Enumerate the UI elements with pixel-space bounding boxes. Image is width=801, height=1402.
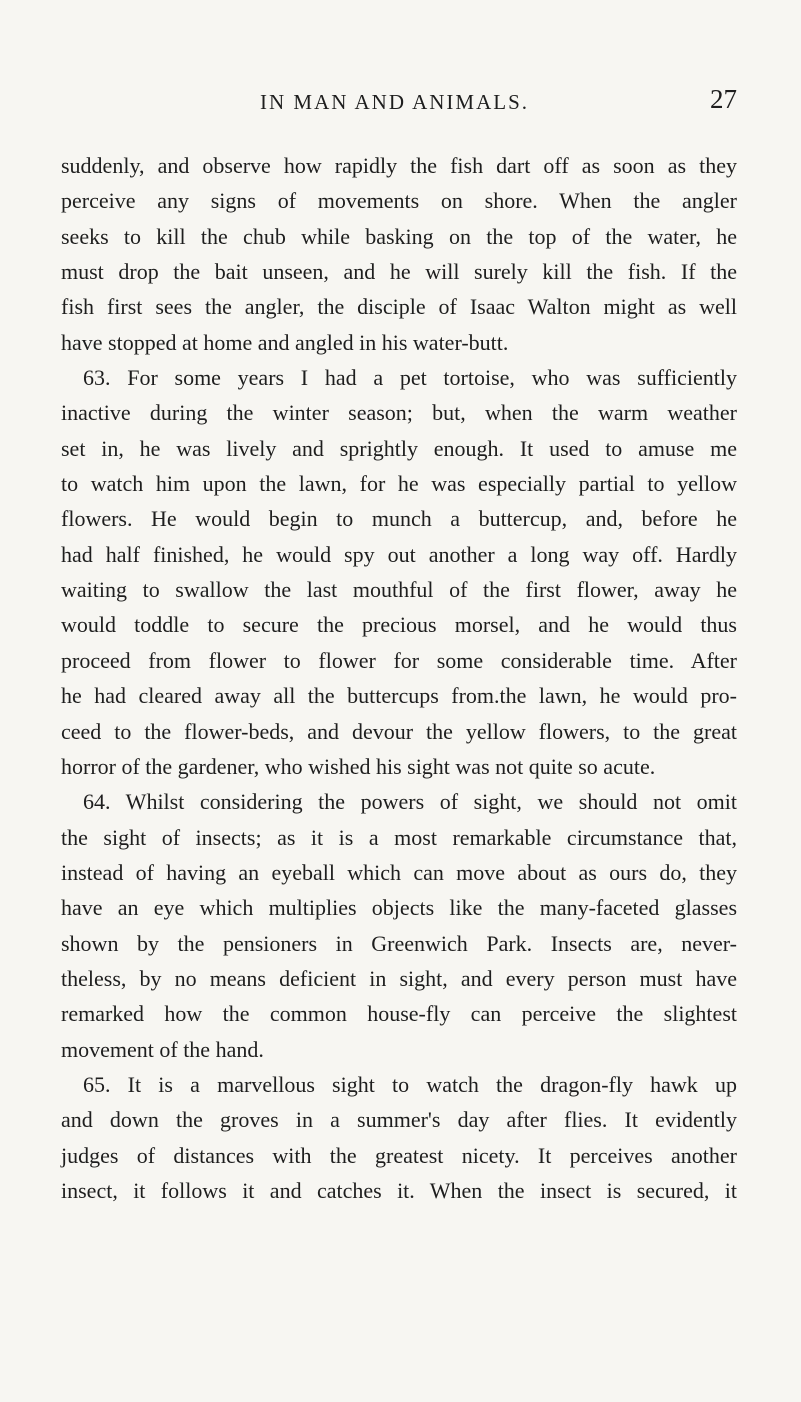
text-line: the sight of insects; as it is a most remarkable circumstance that,	[61, 824, 737, 850]
text-line: 63. For some years I had a pet tortoise, who was sufficiently	[83, 365, 737, 391]
text-line: fish first sees the angler, the disciple of Isaac Walton might as well	[61, 294, 737, 320]
text-line: movement of the hand.	[61, 1036, 264, 1062]
text-line: theless, by no means deficient in sight, and every person must have	[61, 965, 737, 991]
text-line: suddenly, and observe how rapidly the fish dart off as soon as they	[61, 153, 737, 178]
text-line: perceive any signs of movements on shore. When the angler	[61, 188, 737, 214]
text-line: have stopped at home and angled in his water-butt.	[61, 329, 509, 355]
text-line: would toddle to secure the precious morsel, and he would thus	[61, 612, 737, 638]
text-line: and down the groves in a summer's day after flies. It evidently	[61, 1107, 737, 1133]
text-line: waiting to swallow the last mouthful of the first flower, away he	[61, 577, 737, 603]
text-line: had half finished, he would spy out another a long way off. Hardly	[61, 541, 737, 567]
text-line: ceed to the flower-beds, and devour the yellow flowers, to the great	[61, 718, 737, 744]
text-line: shown by the pensioners in Greenwich Park. Insects are, never-	[61, 930, 737, 956]
text-line: he had cleared away all the buttercups from.the lawn, he would pro-	[61, 683, 737, 709]
text-line: remarked how the common house-fly can perceive the slightest	[61, 1001, 737, 1027]
text-line: instead of having an eyeball which can move about as ours do, they	[61, 859, 737, 885]
page-number: 27	[710, 84, 737, 114]
text-line: must drop the bait unseen, and he will surely kill the fish. If the	[61, 259, 737, 285]
text-line: judges of distances with the greatest nicety. It perceives another	[61, 1142, 737, 1168]
text-line: inactive during the winter season; but, when the warm weather	[61, 400, 737, 426]
page-header	[0, 84, 801, 120]
text-line: seeks to kill the chub while basking on the top of the water, he	[61, 223, 737, 249]
text-line: have an eye which multiplies objects like the many-faceted glasses	[61, 895, 737, 921]
text-line: insect, it follows it and catches it. When the insect is secured, it	[61, 1177, 737, 1203]
text-line: flowers. He would begin to munch a buttercup, and, before he	[61, 506, 737, 532]
text-line: set in, he was lively and sprightly enough. It used to amuse me	[61, 435, 737, 461]
text-line: to watch him upon the lawn, for he was especially partial to yellow	[61, 471, 737, 497]
text-line: 64. Whilst considering the powers of sight, we should not omit	[83, 789, 737, 815]
text-line: 65. It is a marvellous sight to watch the dragon-fly hawk up	[83, 1071, 737, 1097]
running-head: IN MAN AND ANIMALS.	[260, 90, 530, 114]
text-line: horror of the gardener, who wished his sight was not quite so acute.	[61, 753, 656, 779]
body-text	[61, 148, 737, 1208]
text-line: proceed from flower to flower for some considerable time. After	[61, 647, 737, 673]
